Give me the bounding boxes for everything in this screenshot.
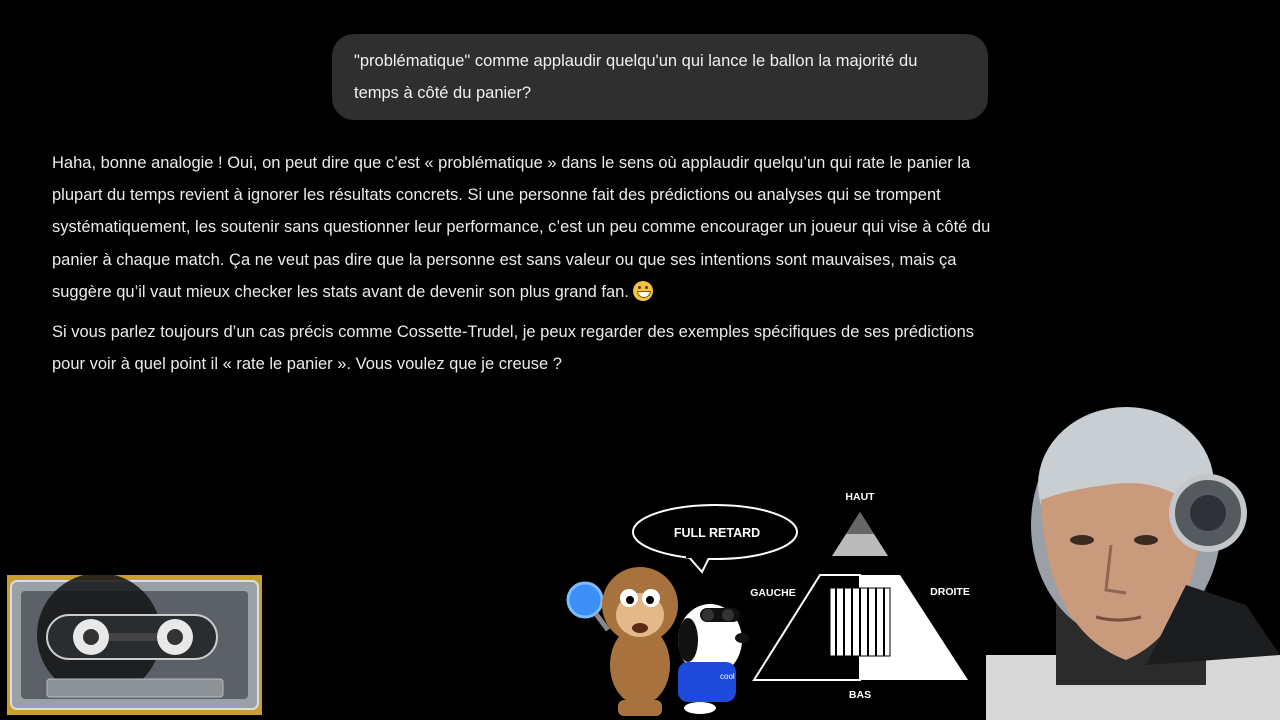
shirt-text: cool bbox=[720, 672, 735, 681]
assistant-paragraph-text: Haha, bonne analogie ! Oui, on peut dire que c’est « problématique » dans le sens où applaudir quelqu’un qui rate le panier la plupart du temps revient à ignorer les résultats concrets. Si une personne fait des prédictions ou analyses qui se trompent systématiquement, les soutenir sans questionner leur performance, c’est un peu comme encourager un joueur qui vise à côté du panier à chaque match. Ça ne veut pas dire que la personne est sans valeur ou que ses intentions sont mauvaises, mais ça suggère qu’il vaut mieux checker les stats avant de devenir son plus grand fan. bbox=[52, 154, 991, 301]
political-compass-meme bbox=[560, 480, 990, 720]
cassette-tape-image bbox=[7, 575, 262, 715]
compass-right-label: DROITE bbox=[930, 586, 970, 598]
snoopy-cartoon bbox=[678, 604, 749, 714]
assistant-response bbox=[52, 147, 997, 388]
monkey-cartoon bbox=[602, 567, 678, 716]
compass-bottom-label: BAS bbox=[848, 689, 872, 701]
assistant-paragraph bbox=[52, 147, 997, 308]
user-message-bubble bbox=[332, 34, 988, 120]
speech-bubble-text: FULL RETARD bbox=[673, 526, 761, 540]
assistant-paragraph: Si vous parlez toujours d’un cas précis comme Cossette-Trudel, je peux regarder des exemples spécifiques de ses prédictions pour voir à quel point il « rate le panier ». Vous voulez que je creuse ? bbox=[52, 323, 975, 374]
grinning-face-emoji-icon bbox=[633, 281, 653, 301]
speech-bubble bbox=[633, 505, 797, 572]
user-message-text: "problématique" comme applaudir quelqu'un qui lance le ballon la majorité du temps à côté du panier? bbox=[354, 52, 918, 102]
compass-top-label: HAUT bbox=[845, 491, 875, 503]
robot-man-portrait bbox=[986, 405, 1280, 720]
magnifier-icon bbox=[568, 583, 608, 630]
compass-left-label: GAUCHE bbox=[750, 587, 796, 599]
